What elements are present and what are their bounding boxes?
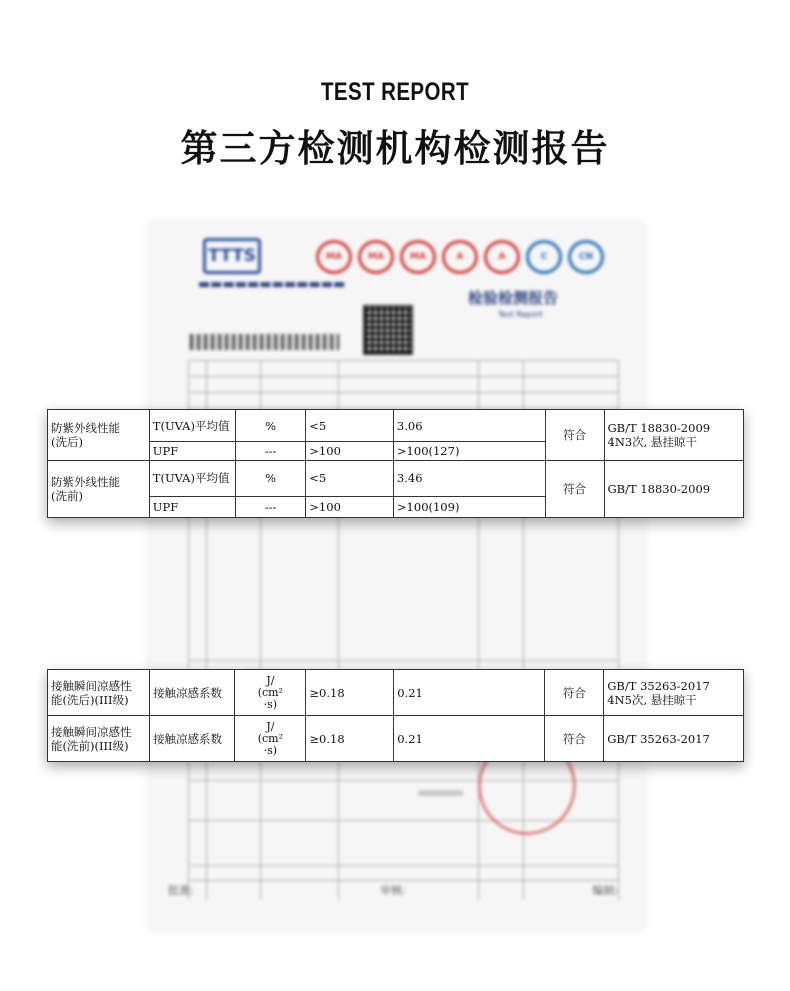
unit-cell: % [235, 461, 306, 497]
report-title: 检验检测报告 [468, 289, 559, 307]
report-background [148, 222, 645, 930]
verdict-cell: 符合 [545, 461, 604, 518]
standard-cell: GB/T 18830-2009 [604, 461, 744, 518]
cert-mark-icon: CN [568, 240, 604, 274]
cooling-results-table [47, 669, 744, 762]
standard-cell: GB/T 35263-2017 [604, 716, 744, 762]
certification-marks [316, 240, 604, 274]
item-cell: 接触瞬间凉感性 能(洗后)(III级) [48, 670, 150, 716]
requirement-cell: >100 [306, 442, 394, 461]
cert-mark-icon: A [484, 240, 520, 274]
result-cell: >100(109) [393, 496, 545, 517]
result-cell: 3.46 [393, 461, 545, 497]
requirement-cell: <5 [306, 461, 394, 497]
signature-row [168, 882, 618, 898]
result-cell: 0.21 [394, 716, 545, 762]
unit-cell: J/ (cm² ·s) [235, 670, 306, 716]
subitem-cell: 接触凉感系数 [150, 670, 235, 716]
subitem-cell: T(UVA)平均值 [149, 461, 235, 497]
requirement-cell: >100 [306, 496, 394, 517]
subitem-cell: UPF [149, 442, 235, 461]
report-logo: TTTS [203, 238, 261, 274]
subitem-cell: UPF [149, 496, 235, 517]
result-cell: 0.21 [394, 670, 545, 716]
requirement-cell: <5 [306, 410, 394, 442]
subitem-cell: T(UVA)平均值 [149, 410, 235, 442]
result-cell: 3.06 [393, 410, 545, 442]
verdict-cell: 符合 [545, 716, 604, 762]
cert-mark-icon: MA [400, 240, 436, 274]
unit-cell: J/ (cm² ·s) [235, 716, 306, 762]
subitem-cell: 接触凉感系数 [150, 716, 235, 762]
uv-results-table [47, 409, 744, 518]
verdict-cell: 符合 [545, 410, 604, 461]
qr-code-icon [363, 305, 413, 355]
barcode-icon [190, 334, 340, 350]
cert-mark-icon: MA [316, 240, 352, 274]
standard-cell: GB/T 18830-2009 4N3次, 悬挂晾干 [604, 410, 744, 461]
sign-label: 审核: [380, 884, 406, 897]
requirement-cell: ≥0.18 [306, 670, 394, 716]
unit-cell: % [235, 410, 306, 442]
cert-mark-icon: A [442, 240, 478, 274]
title-cn: 第三方检测机构检测报告 [180, 127, 610, 170]
requirement-cell: ≥0.18 [306, 716, 394, 762]
cert-mark-icon: MA [358, 240, 394, 274]
report-company: ▬▬▬▬▬▬▬▬▬▬▬▬ [198, 277, 346, 292]
standard-cell: GB/T 35263-2017 4N5次, 悬挂晾干 [604, 670, 744, 716]
sign-label: 批准: [168, 884, 194, 897]
result-cell: >100(127) [393, 442, 545, 461]
item-cell: 防紫外线性能 (洗前) [48, 461, 150, 518]
unit-cell: --- [235, 442, 306, 461]
cert-mark-icon: C [526, 240, 562, 274]
report-subtitle: Test Report [498, 310, 543, 319]
sign-label: 编制: [592, 884, 618, 897]
item-cell: 接触瞬间凉感性 能(洗前)(III级) [48, 716, 150, 762]
verdict-cell: 符合 [545, 670, 604, 716]
item-cell: 防紫外线性能 (洗后) [48, 410, 150, 461]
title-en: TEST REPORT [320, 78, 470, 106]
unit-cell: --- [235, 496, 306, 517]
